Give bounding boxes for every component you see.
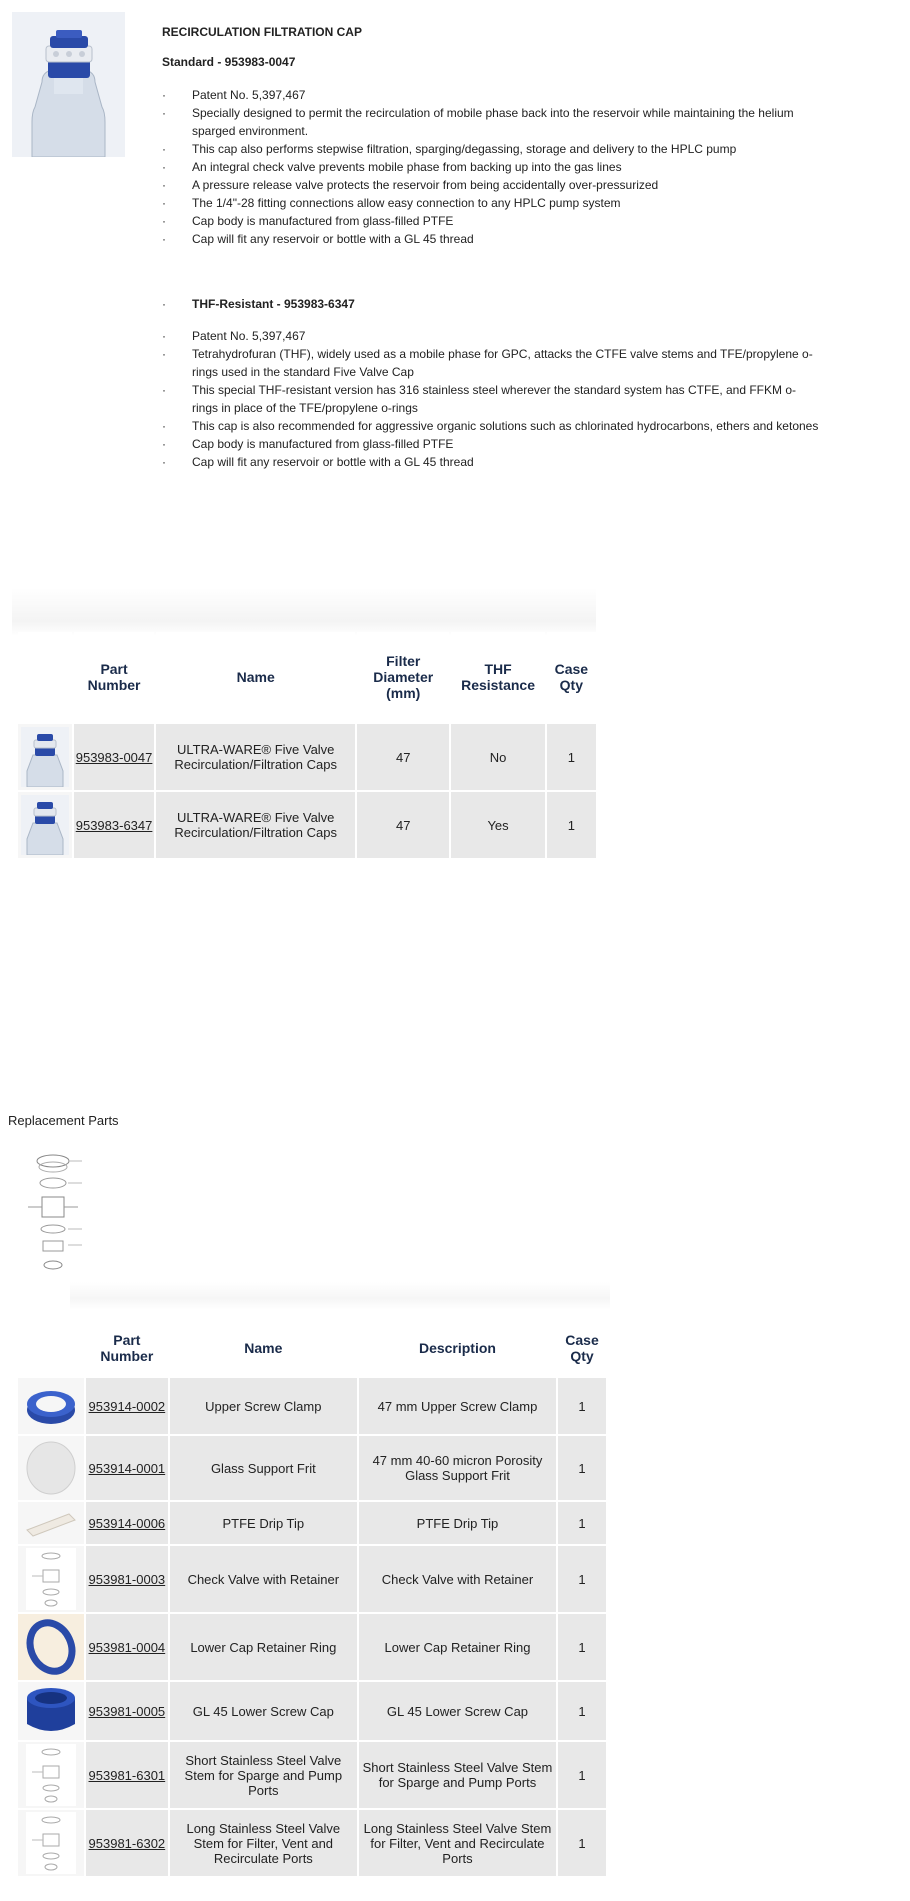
part-number-cell [86,1502,168,1544]
product-thumbnail [18,724,72,790]
table-row [18,792,596,858]
name-cell: ULTRA-WARE® Five Valve Recirculation/Filtration Caps [156,792,355,858]
description-cell: 47 mm Upper Screw Clamp [359,1378,556,1434]
bottle-cap-photo-icon [21,727,69,787]
case-qty-cell: 1 [558,1742,606,1808]
thf-resistance-cell: Yes [451,792,544,858]
exploded-diagram-icon [26,1548,76,1610]
caps-table [16,630,598,860]
thf-heading: · THF-Resistant - 953983-6347 [162,297,355,311]
case-qty-cell: 1 [558,1378,606,1434]
table-row [18,1502,606,1544]
part-number-link[interactable]: 953914-0001 [88,1460,166,1476]
product-thumbnail [18,792,72,858]
blue-retainer-ring-icon [21,1616,81,1678]
column-header-thf-resistance: THF Resistance [451,632,544,722]
part-number-link[interactable]: 953981-0003 [88,1571,166,1587]
blue-clamp-icon [21,1380,81,1432]
thf-feature-list [162,327,822,471]
bullet: · [162,347,166,361]
table-row [18,1614,606,1680]
list-item: · Cap will fit any reservoir or bottle with a GL 45 thread [162,232,474,246]
bottle-cap-illustration [12,12,125,157]
bullet: · [162,419,166,433]
part-number-link[interactable]: 953981-0004 [88,1639,166,1655]
bullet: · [162,178,166,192]
part-number-cell [86,1546,168,1612]
table-row [18,1378,606,1434]
ptfe-drip-tip-icon [21,1504,81,1542]
name-cell: Check Valve with Retainer [170,1546,357,1612]
part-thumbnail [18,1378,84,1434]
list-item: · Cap will fit any reservoir or bottle with a GL 45 thread [162,455,474,469]
name-cell: GL 45 Lower Screw Cap [170,1682,357,1740]
list-item: · Patent No. 5,397,467 [162,329,306,343]
filter-diameter-cell: 47 [357,724,449,790]
case-qty-cell: 1 [558,1682,606,1740]
bottle-cap-photo-icon [21,795,69,855]
list-item: · A pressure release valve protects the reservoir from being accidentally over-pressurized [162,178,659,192]
exploded-diagram-icon [26,1744,76,1806]
case-qty-cell: 1 [558,1546,606,1612]
part-number-link[interactable]: 953914-0002 [88,1398,166,1414]
part-number-cell [86,1810,168,1876]
decorative-fade [70,1282,610,1310]
table-row [18,1742,606,1808]
description-cell: Long Stainless Steel Valve Stem for Filter, Vent and Recirculate Ports [359,1810,556,1876]
description-cell: Check Valve with Retainer [359,1546,556,1612]
list-item: · This cap also performs stepwise filtration, sparging/degassing, storage and delivery to the HPLC pump [162,142,737,156]
image-column-header [18,1320,84,1376]
name-cell: Glass Support Frit [170,1436,357,1500]
list-item: · This cap is also recommended for aggressive organic solutions such as chlorinated hydrocarbons, ethers and ketones [162,419,819,433]
part-number-cell [86,1742,168,1808]
bullet: · [162,383,166,397]
case-qty-cell: 1 [558,1436,606,1500]
list-item: · Cap body is manufactured from glass-filled PTFE [162,437,454,451]
image-column-header [18,632,72,722]
list-item: · This special THF-resistant version has 316 stainless steel wherever the standard system has CTFE, and FFKM o-rings in place of the TFE/propylene o-rings [162,383,797,415]
list-item: · Patent No. 5,397,467 [162,88,306,102]
part-thumbnail [18,1614,84,1680]
part-number-cell [86,1378,168,1434]
bullet: · [162,329,166,343]
bullet: · [162,455,166,469]
bullet: · [162,196,166,210]
part-thumbnail [18,1502,84,1544]
case-qty-cell: 1 [558,1614,606,1680]
part-thumbnail [18,1810,84,1876]
column-header-case-qty: Case Qty [558,1320,606,1376]
bullet: · [162,232,166,246]
part-number-cell [86,1436,168,1500]
table-row [18,1682,606,1740]
description-cell: PTFE Drip Tip [359,1502,556,1544]
blue-screw-cap-icon [21,1684,81,1738]
standard-feature-list [162,86,822,248]
list-item: · Cap body is manufactured from glass-filled PTFE [162,214,454,228]
bullet: · [162,214,166,228]
list-item: · Specially designed to permit the recirculation of mobile phase back into the reservoir while maintaining the helium sparged environment. [162,106,794,138]
column-header-case-qty: Case Qty [547,632,596,722]
bullet: · [162,437,166,451]
thf-resistance-cell: No [451,724,544,790]
column-header-name: Name [156,632,355,722]
name-cell: Short Stainless Steel Valve Stem for Sparge and Pump Ports [170,1742,357,1808]
name-cell: Upper Screw Clamp [170,1378,357,1434]
replacement-parts-table [16,1318,608,1878]
table-row [18,1810,606,1876]
part-thumbnail [18,1682,84,1740]
column-header-filter-diameter: Filter Diameter (mm) [357,632,449,722]
part-number-link[interactable]: 953914-0006 [88,1515,166,1531]
exploded-diagram-icon [18,1147,103,1277]
part-number-link[interactable]: 953983-0047 [75,749,153,765]
product-image-recirculation-cap [12,12,125,157]
name-cell: Lower Cap Retainer Ring [170,1614,357,1680]
column-header-description: Description [359,1320,556,1376]
description-cell: 47 mm 40-60 micron Porosity Glass Support Frit [359,1436,556,1500]
part-number-link[interactable]: 953983-6347 [75,817,153,833]
part-number-link[interactable]: 953981-0005 [88,1703,166,1719]
glass-frit-icon [21,1438,81,1498]
part-number-cell [74,724,155,790]
bullet: · [162,88,166,102]
bullet: · [162,297,166,311]
case-qty-cell: 1 [547,792,596,858]
part-thumbnail [18,1436,84,1500]
case-qty-cell: 1 [558,1810,606,1876]
case-qty-cell: 1 [558,1502,606,1544]
list-item: · The 1/4"-28 fitting connections allow easy connection to any HPLC pump system [162,196,621,210]
table-row [18,1436,606,1500]
name-cell: PTFE Drip Tip [170,1502,357,1544]
table-row [18,724,596,790]
decorative-fade [12,588,596,636]
table-header-row [18,632,596,722]
list-item: · An integral check valve prevents mobile phase from backing up into the gas lines [162,160,622,174]
case-qty-cell: 1 [547,724,596,790]
bullet: · [162,142,166,156]
bullet: · [162,160,166,174]
column-header-name: Name [170,1320,357,1376]
standard-heading: Standard - 953983-0047 [162,55,296,69]
part-number-link[interactable]: 953981-6301 [88,1767,166,1783]
filter-diameter-cell: 47 [357,792,449,858]
column-header-part-number: Part Number [74,632,155,722]
product-title: RECIRCULATION FILTRATION CAP [162,25,362,39]
table-row [18,1546,606,1612]
exploded-diagram-icon [26,1812,76,1874]
part-thumbnail [18,1546,84,1612]
bullet: · [162,106,166,120]
table-header-row [18,1320,606,1376]
part-number-link[interactable]: 953981-6302 [88,1835,166,1851]
part-thumbnail [18,1742,84,1808]
exploded-parts-diagram [18,1147,103,1277]
part-number-cell [86,1682,168,1740]
description-cell: GL 45 Lower Screw Cap [359,1682,556,1740]
list-item: · Tetrahydrofuran (THF), widely used as a mobile phase for GPC, attacks the CTFE valve stems and TFE/propylene o-rings used in the standard Five Valve Cap [162,347,813,379]
description-cell: Lower Cap Retainer Ring [359,1614,556,1680]
replacement-parts-title: Replacement Parts [8,1113,119,1128]
part-number-cell [74,792,155,858]
description-cell: Short Stainless Steel Valve Stem for Sparge and Pump Ports [359,1742,556,1808]
name-cell: ULTRA-WARE® Five Valve Recirculation/Filtration Caps [156,724,355,790]
part-number-cell [86,1614,168,1680]
column-header-part-number: Part Number [86,1320,168,1376]
name-cell: Long Stainless Steel Valve Stem for Filter, Vent and Recirculate Ports [170,1810,357,1876]
